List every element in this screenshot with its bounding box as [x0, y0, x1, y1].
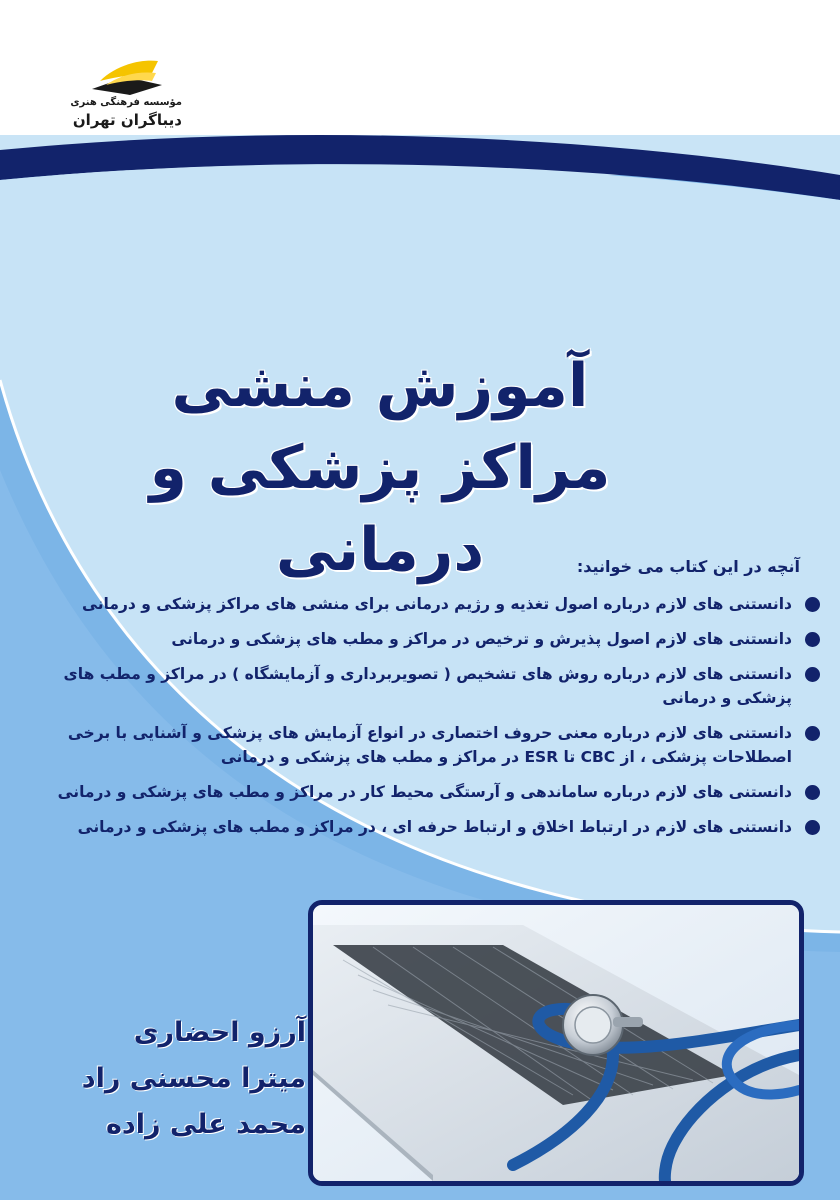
feature-text: دانستنی های لازم درباره ساماندهی و آرستگی محیط کار در مراکز و مطب های پزشکی و درمانی: [57, 783, 792, 801]
list-item: [22, 815, 822, 839]
list-item: [22, 592, 822, 616]
bullet-dot-icon: [805, 726, 820, 741]
laptop-stethoscope-photo: [313, 905, 799, 1181]
publisher-logo: [72, 55, 182, 135]
title-line-2: مراکز پزشکی و درمانی: [149, 433, 611, 585]
author-name: آرزو احضاری: [133, 1017, 306, 1048]
title-line-1: آموزش منشی: [171, 351, 589, 421]
bullet-dot-icon: [805, 820, 820, 835]
feature-text: دانستنی های لازم درباره روش های تشخیص ( تصویربرداری و آزمایشگاه ) در مراکز و مطب های پزشکی و درمانی: [63, 665, 792, 707]
feature-text: دانستنی های لازم درباره اصول تغذیه و رژیم درمانی برای منشی های مراکز پزشکی و درمانی: [82, 595, 792, 613]
features-list: [22, 592, 822, 850]
cover-photo: [308, 900, 804, 1186]
contents-heading: آنچه در این کتاب می خوانید:: [576, 557, 800, 576]
bullet-dot-icon: [805, 597, 820, 612]
bullet-dot-icon: [805, 785, 820, 800]
list-item: [22, 721, 822, 769]
feature-text: دانستنی های لازم اصول پذیرش و ترخیص در مراکز و مطب های پزشکی و درمانی: [171, 630, 792, 648]
bullet-dot-icon: [805, 667, 820, 682]
list-item: [22, 662, 822, 710]
list-item: [22, 627, 822, 651]
feature-text: دانستنی های لازم درباره معنی حروف اختصاری در انواع آزمایش های پزشکی و آشنایی با برخی اصطلاحات پزشکی ، از CBC تا ESR در مراکز و مطب های پزشکی و درمانی: [67, 724, 792, 766]
publisher-name: دیباگران تهران: [72, 111, 182, 129]
authors: [81, 1010, 306, 1148]
book-title: [70, 345, 690, 591]
book-logo-icon: [86, 55, 166, 95]
author-name: محمد علی زاده: [105, 1109, 306, 1140]
bullet-dot-icon: [805, 632, 820, 647]
feature-text: دانستنی های لازم در ارتباط اخلاق و ارتباط حرفه ای ، در مراکز و مطب های پزشکی و درمانی: [77, 818, 792, 836]
publisher-subtitle: مؤسسه فرهنگی هنری: [70, 97, 182, 108]
list-item: [22, 780, 822, 804]
author-name: میترا محسنی راد: [81, 1063, 306, 1094]
